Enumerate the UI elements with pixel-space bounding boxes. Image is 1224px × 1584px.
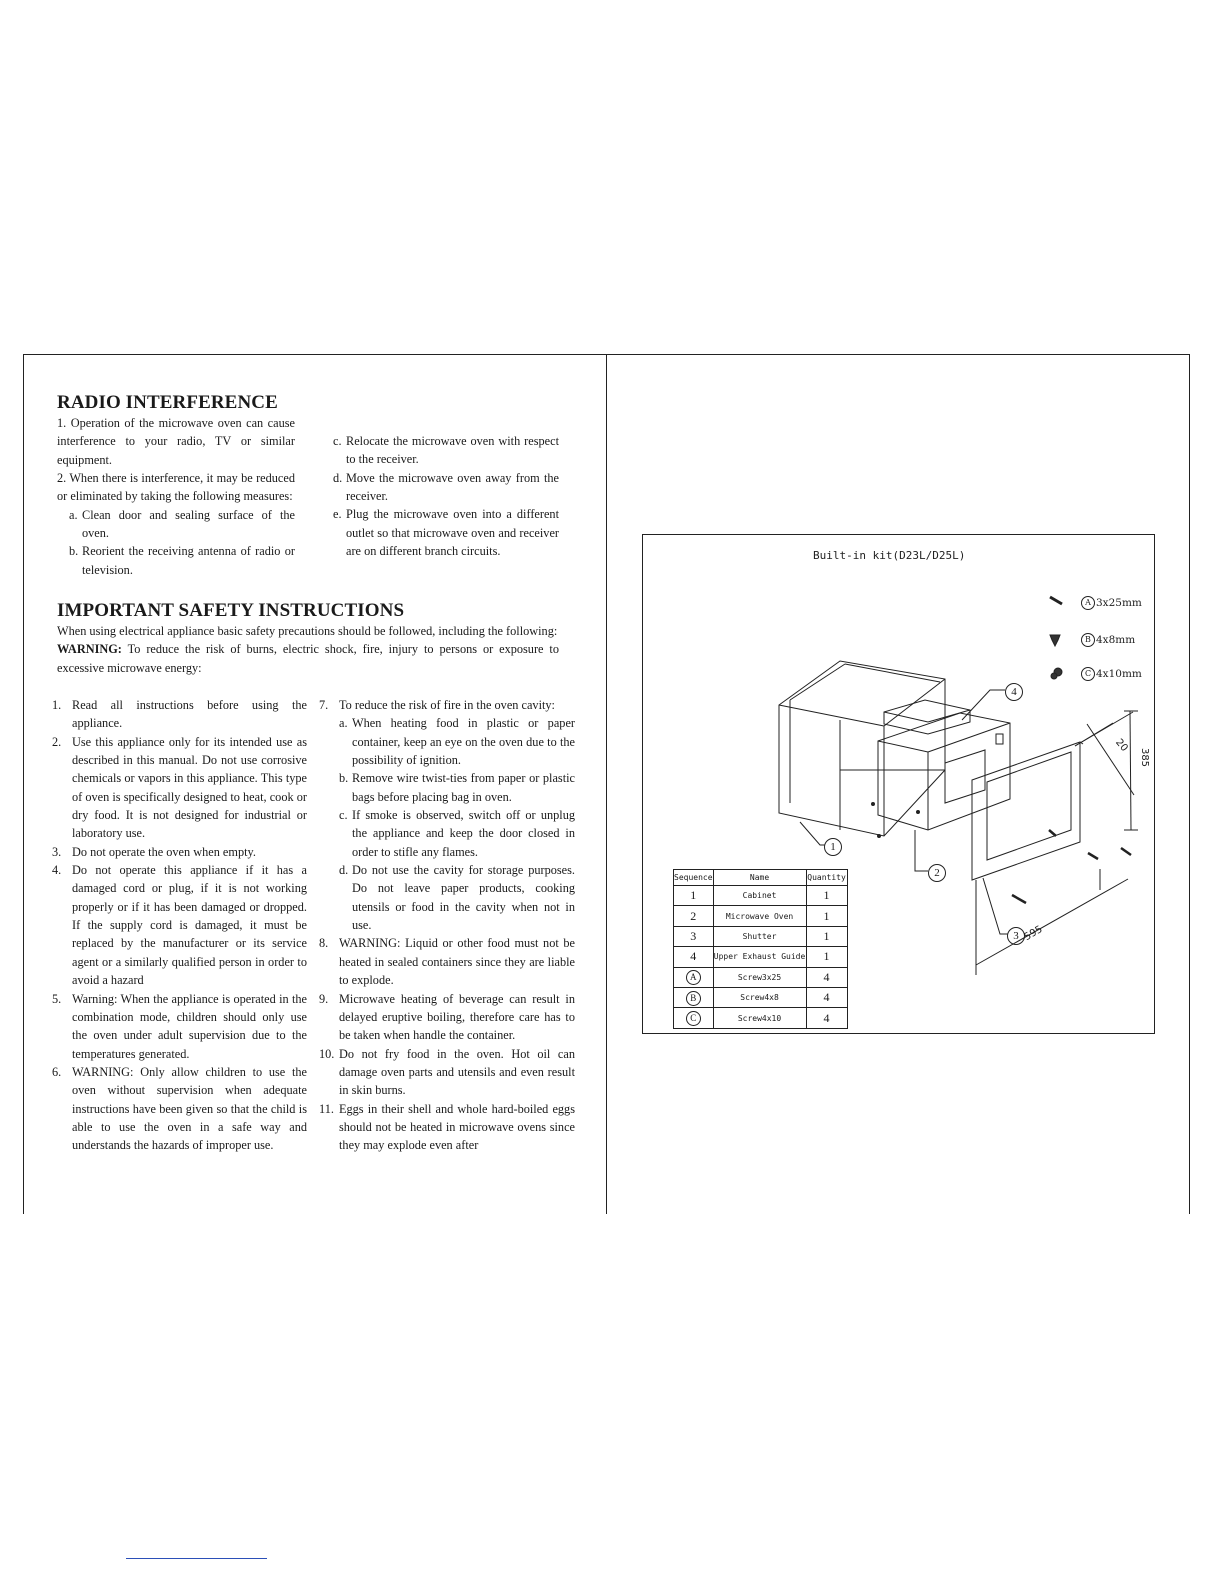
safety-item-10: 10. Do not fry food in the oven. Hot oil can damage oven parts and utensils and even result in skin burns. [319, 1046, 575, 1098]
safety-item-6: 6. WARNING: Only allow children to use the oven without supervision when adequate instructions have been given so that the child is able to use the oven in a safe way and understands the hazards of improper use. [52, 1064, 307, 1153]
safety-item-7c: c. If smoke is observed, switch off or unplug the appliance and keep the door closed in order to stifle any flames. [339, 808, 575, 859]
dimension-width: 595 [1022, 923, 1045, 944]
dimension-depth: 20 [1113, 737, 1130, 754]
radio-paragraph-1: 1. Operation of the microwave oven can cause interference to your radio, TV or similar equipment. [57, 416, 295, 467]
callout-3: 3 [1007, 926, 1025, 945]
upper-exhaust-guide-drawing [884, 700, 970, 734]
radio-item-d: d. Move the microwave oven away from the receiver. [333, 470, 559, 504]
radio-item-e: e. Plug the microwave oven into a different outlet so that microwave oven and receiver are on different branch circuits. [333, 507, 559, 559]
safety-item-5: 5. Warning: When the appliance is operated in the combination mode, children should only use the oven under adult supervision due to the temperatures generated. [52, 991, 307, 1061]
shutter-drawing [972, 742, 1083, 880]
safety-item-7: 7. To reduce the risk of fire in the oven cavity: [319, 698, 555, 712]
table-row: 3 Shutter 1 [674, 926, 848, 946]
table-row: 4 Upper Exhaust Guide 1 [674, 947, 848, 967]
built-in-kit-title: Built-in kit(D23L/D25L) [813, 549, 966, 562]
callout-1: 1 [824, 837, 842, 856]
parts-table [673, 869, 848, 1029]
screw-b-label: B 4x8mm [1081, 633, 1135, 647]
safety-item-8: 8. WARNING: Liquid or other food must not be heated in sealed containers since they are liable to explode. [319, 936, 575, 988]
screw-c-label: C 4x10mm [1081, 667, 1142, 681]
screw-a-icon [1050, 597, 1062, 604]
safety-intro-text: When using electrical appliance basic safety precautions should be followed, including the following: [57, 624, 558, 638]
radio-item-a: a. Clean door and sealing surface of the oven. [69, 507, 295, 541]
safety-item-3: 3. Do not operate the oven when empty. [52, 844, 256, 859]
callout-2: 2 [928, 863, 946, 882]
safety-heading: IMPORTANT SAFETY INSTRUCTIONS [57, 600, 405, 621]
radio-item-c: c. Relocate the microwave oven with respect to the receiver. [333, 434, 559, 467]
radio-item-b: b. Reorient the receiving antenna of radio or television. [69, 544, 295, 577]
safety-item-4: 4. Do not operate this appliance if it has a damaged cord or plug, if it is not working properly or if it has been damaged or dropped. If the supply cord is damaged, it must be replaced by the manufacturer or its service agent or a similarly qualified person in order to avoid a hazard [52, 863, 307, 988]
footer-link-underline[interactable] [126, 1558, 267, 1559]
parts-table-header: Sequence Name Quantity [674, 870, 848, 886]
screw-b-icon [1050, 635, 1060, 646]
safety-warning: WARNING: To reduce the risk of burns, electric shock, fire, injury to persons or exposure to excessive microwave energy: [57, 642, 559, 675]
safety-item-7d: d. Do not use the cavity for storage purposes. Do not leave paper products, cooking utensils or food in the cavity when not in use. [339, 863, 575, 933]
table-row: 1 Cabinet 1 [674, 886, 848, 906]
table-row: B Screw4x8 4 [674, 987, 848, 1007]
safety-item-2: 2. Use this appliance only for its intended use as described in this manual. Do not use corrosive chemicals or vapors in this appliance. This type of oven is specifically designed to heat, cook or dry food. It is not designed for industrial or laboratory use. [52, 734, 307, 841]
safety-item-9: 9. Microwave heating of beverage can result in delayed eruptive boiling, therefore care has to be taken when handle the container. [319, 991, 575, 1043]
callout-4: 4 [1005, 682, 1023, 701]
radio-interference-heading: RADIO INTERFERENCE [57, 392, 278, 413]
table-row: C Screw4x10 4 [674, 1008, 848, 1028]
safety-item-7a: a. When heating food in plastic or paper container, keep an eye on the oven due to the possibility of ignition. [339, 716, 575, 768]
dimension-height: 385 [1139, 747, 1151, 768]
screw-a-label: A 3x25mm [1081, 596, 1142, 610]
screw-c-icon [1051, 668, 1062, 679]
table-row: 2 Microwave Oven 1 [674, 906, 848, 926]
table-row: A Screw3x25 4 [674, 967, 848, 987]
safety-item-11: 11. Eggs in their shell and whole hard-boiled eggs should not be heated in microwave ovens since they may explode even after [319, 1101, 575, 1153]
radio-paragraph-2: 2. When there is interference, it may be reduced or eliminated by taking the following measures: [57, 471, 295, 504]
safety-item-7b: b. Remove wire twist-ties from paper or plastic bags before placing bag in oven. [339, 771, 575, 804]
cabinet-drawing [779, 661, 945, 836]
safety-item-1: 1. Read all instructions before using the appliance. [52, 698, 307, 731]
